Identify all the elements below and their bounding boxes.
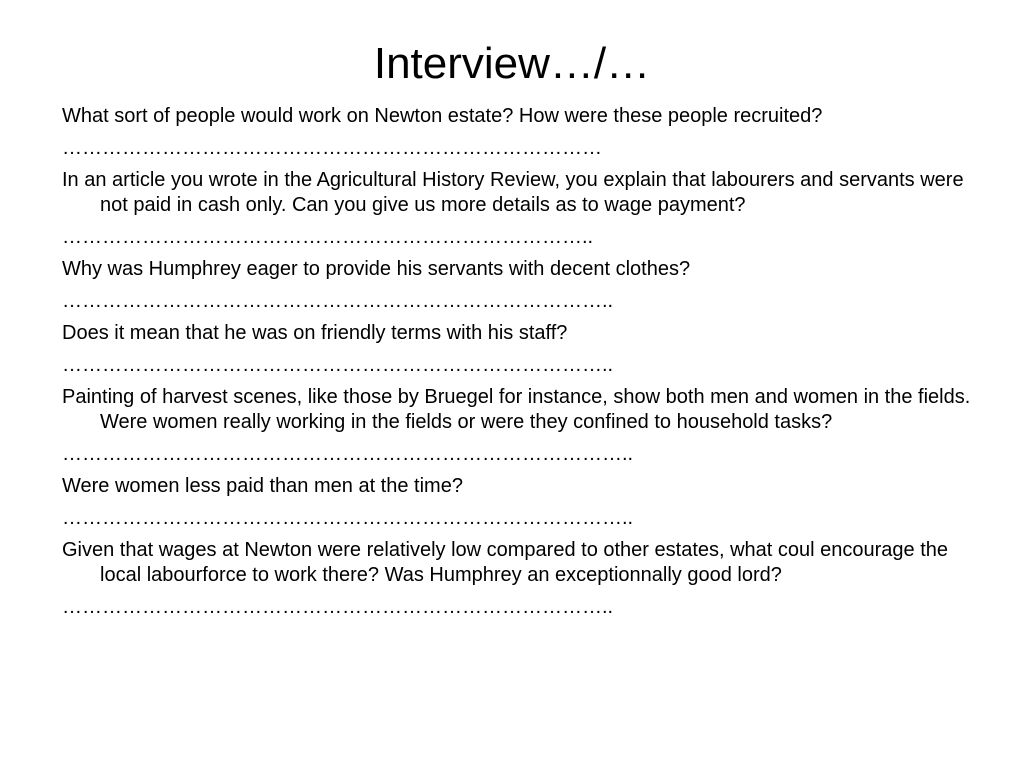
slide-body (62, 104, 972, 627)
answer-placeholder-6: ………………………………………………………………………….. (62, 507, 634, 529)
question-5: Painting of harvest scenes, like those by Bruegel for instance, show both men and women in the fields. Were women really working in the fields or were they confined to household tasks? (62, 386, 971, 433)
answer-placeholder-7: ……………………………………………………………………….. (62, 596, 614, 618)
question-7: Given that wages at Newton were relatively low compared to other estates, what coul encourage the local labourforce to work there? Was Humphrey an exceptionnally good lord? (62, 539, 949, 586)
answer-placeholder-1: ……………………………………………………………………… (62, 137, 602, 159)
question-2: In an article you wrote in the Agricultural History Review, you explain that labourers and servants were not paid in cash only. Can you give us more details as to wage payment? (62, 169, 964, 216)
question-1: What sort of people would work on Newton estate? How were these people recruited? (62, 105, 823, 127)
question-4: Does it mean that he was on friendly terms with his staff? (62, 322, 568, 344)
answer-placeholder-2: …………………………………………………………………….. (62, 226, 594, 248)
answer-placeholder-4: ……………………………………………………………………….. (62, 354, 614, 376)
slide-title: Interview…/… (373, 39, 651, 88)
question-6: Were women less paid than men at the time? (62, 475, 463, 497)
question-3: Why was Humphrey eager to provide his servants with decent clothes? (62, 258, 691, 280)
answer-placeholder-3: ……………………………………………………………………….. (62, 290, 614, 312)
answer-placeholder-5: ………………………………………………………………………….. (62, 443, 634, 465)
